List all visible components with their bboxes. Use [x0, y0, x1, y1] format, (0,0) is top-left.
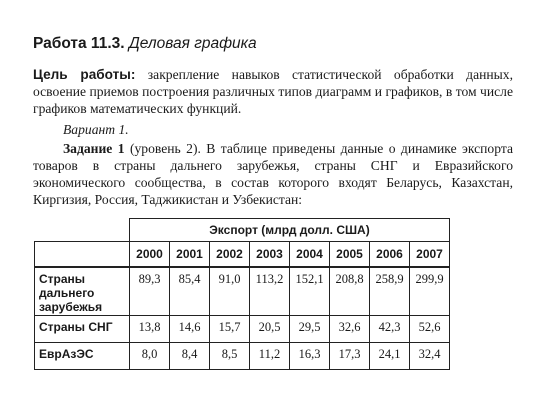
table-cell: 8,0: [130, 343, 170, 370]
year-header: 2000: [130, 242, 170, 268]
task-text: (уровень 2). В таблице приведены данные о динамике экспорта товаров в страны дальнего зарубежья, страны СНГ и Евразийского экономического сообщества, в состав которого входят Беларусь, Казахстан, Киргизия, Россия, Таджикистан и Узбекистан:: [33, 141, 513, 207]
table-cell: 17,3: [330, 343, 370, 370]
year-header: 2002: [210, 242, 250, 268]
table-cell: 29,5: [290, 316, 330, 343]
table-cell: 91,0: [210, 267, 250, 316]
row-label: Страны дальнего зарубежья: [35, 267, 130, 316]
table-corner: [35, 219, 130, 242]
table-cell: 258,9: [370, 267, 410, 316]
goal-paragraph: [33, 66, 513, 117]
table-cell: 299,9: [410, 267, 450, 316]
year-header: 2007: [410, 242, 450, 268]
table-cell: 14,6: [170, 316, 210, 343]
table-cell: 85,4: [170, 267, 210, 316]
table-row: [35, 343, 450, 370]
table-cell: 13,8: [130, 316, 170, 343]
year-header: 2006: [370, 242, 410, 268]
table-cell: 16,3: [290, 343, 330, 370]
year-header: 2005: [330, 242, 370, 268]
year-header: 2003: [250, 242, 290, 268]
export-table: [34, 218, 450, 370]
table-header-row: [35, 242, 450, 268]
table-cell: 15,7: [210, 316, 250, 343]
section-heading: [33, 35, 513, 53]
work-title: Деловая графика: [128, 35, 257, 52]
table-caption: Экспорт (млрд долл. США): [130, 219, 450, 242]
table-cell: 20,5: [250, 316, 290, 343]
goal-label: Цель работы:: [33, 67, 136, 82]
table-row: [35, 267, 450, 316]
table-row: [35, 316, 450, 343]
table-cell: 152,1: [290, 267, 330, 316]
table-header-blank: [35, 242, 130, 268]
variant-label: Вариант 1.: [63, 122, 129, 137]
year-header: 2001: [170, 242, 210, 268]
table-cell: 32,4: [410, 343, 450, 370]
table-cell: 8,5: [210, 343, 250, 370]
year-header: 2004: [290, 242, 330, 268]
row-label: Страны СНГ: [35, 316, 130, 343]
work-number: Работа 11.3.: [33, 35, 125, 52]
table-cell: 8,4: [170, 343, 210, 370]
page: [33, 35, 513, 370]
task-label: Задание 1: [63, 141, 125, 156]
table-cell: 11,2: [250, 343, 290, 370]
table-cell: 24,1: [370, 343, 410, 370]
table-cell: 89,3: [130, 267, 170, 316]
table-cell: 113,2: [250, 267, 290, 316]
goal-text: закрепление навыков статистической обработки данных, освоение приемов построения различных типов диаграмм и графиков, в том числе графиков математических функций.: [33, 67, 513, 116]
row-label: ЕврАзЭС: [35, 343, 130, 370]
table-caption-row: [35, 219, 450, 242]
table-cell: 208,8: [330, 267, 370, 316]
task-paragraph: [33, 140, 513, 208]
table-cell: 32,6: [330, 316, 370, 343]
table-cell: 52,6: [410, 316, 450, 343]
table-cell: 42,3: [370, 316, 410, 343]
